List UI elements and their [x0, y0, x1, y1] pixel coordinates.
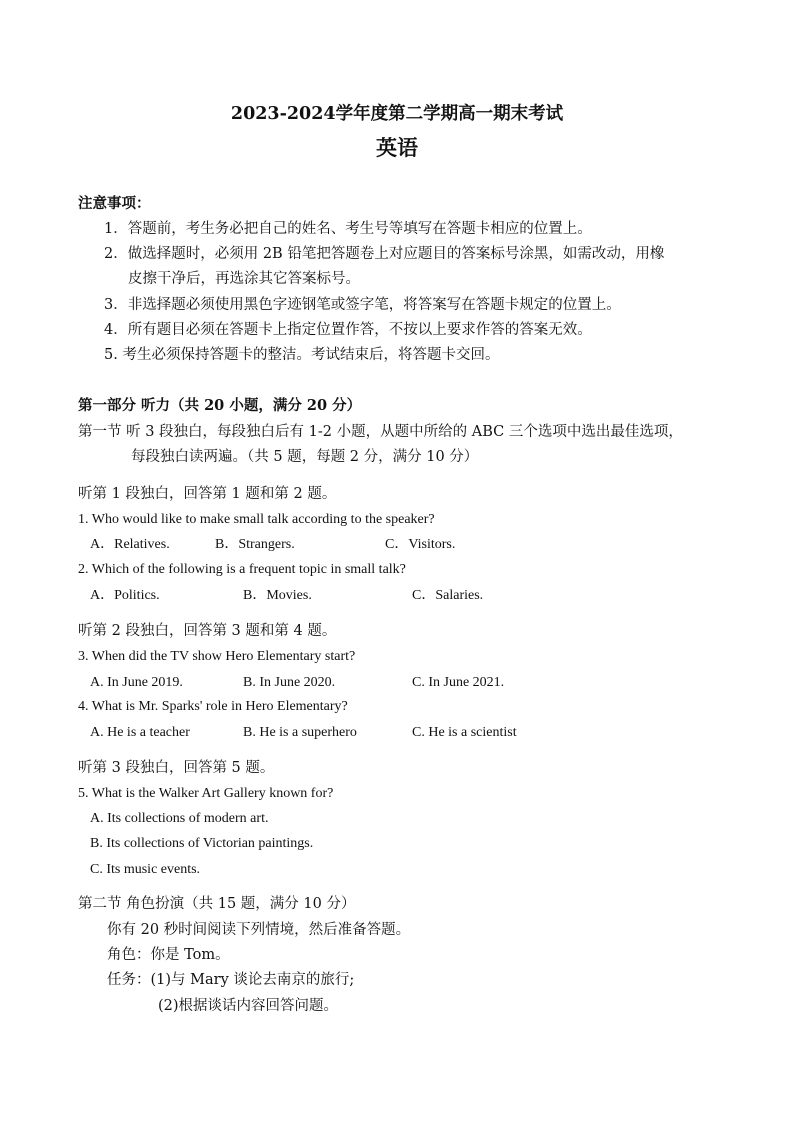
q3-option-c: C. In June 2021. — [412, 675, 505, 690]
notice-item-1: 1．答题前，考生务必把自己的姓名、考生号等填写在答题卡相应的位置上。 — [104, 221, 592, 237]
q2-option-a: A．Politics. — [90, 588, 160, 603]
q1-option-b: B．Strangers. — [215, 537, 295, 552]
q4-option-c: C. He is a scientist — [412, 725, 517, 740]
q3-option-b: B. In June 2020. — [243, 675, 336, 690]
exam-title: 2023-2024学年度第二学期高一期末考试 — [230, 104, 564, 124]
q1-stem: 1. Who would like to make small talk according to the speaker? — [78, 512, 435, 527]
section2-task2: (2)根据谈话内容回答问题。 — [158, 998, 339, 1014]
q2-option-b: B．Movies. — [243, 588, 312, 603]
section1-instruction-cont: 每段独白读两遍。（共 5 题，每题 2 分，满分 10 分） — [131, 449, 479, 465]
q1-option-a: A．Relatives. — [90, 537, 170, 552]
q5-stem: 5. What is the Walker Art Gallery known for? — [78, 786, 334, 801]
passage2-label: 听第 2 段独白，回答第 3 题和第 4 题。 — [78, 623, 337, 639]
q5-option-a: A. Its collections of modern art. — [90, 811, 269, 826]
section2-role: 角色：你是 Tom。 — [107, 947, 230, 963]
section2-heading: 第二节 角色扮演（共 15 题，满分 10 分） — [78, 896, 356, 912]
notice-item-2: 2．做选择题时，必须用 2B 铅笔把答题卷上对应题目的答案标号涂黑，如需改动，用橡 — [104, 246, 665, 262]
notice-item-4: 4．所有题目必须在答题卡上指定位置作答，不按以上要求作答的答案无效。 — [104, 322, 592, 338]
q4-option-b: B. He is a superhero — [243, 725, 357, 740]
q3-stem: 3. When did the TV show Hero Elementary start? — [78, 649, 356, 664]
notice-item-5: 5. 考生必须保持答题卡的整洁。考试结束后，将答题卡交回。 — [104, 347, 500, 363]
q5-option-c: C. Its music events. — [90, 862, 201, 877]
notice-heading: 注意事项： — [78, 195, 151, 212]
part1-heading: 第一部分 听力（共 20 小题，满分 20 分） — [78, 397, 362, 414]
section2-task1: 任务：(1)与 Mary 谈论去南京的旅行; — [107, 972, 355, 988]
q4-option-a: A. He is a teacher — [90, 725, 190, 740]
subject-title: 英语 — [376, 135, 418, 160]
q5-option-b: B. Its collections of Victorian paintings. — [90, 836, 314, 851]
section2-line1: 你有 20 秒时间阅读下列情境，然后准备答题。 — [107, 922, 411, 938]
section1-instruction: 第一节 听 3 段独白，每段独白后有 1-2 小题，从题中所给的 ABC 三个选项中选出最佳选项， — [78, 424, 683, 440]
q1-option-c: C．Visitors. — [385, 537, 456, 552]
passage3-label: 听第 3 段独白，回答第 5 题。 — [78, 760, 275, 776]
notice-item-3: 3．非选择题必须使用黑色字迹钢笔或签字笔，将答案写在答题卡规定的位置上。 — [104, 297, 621, 313]
q3-option-a: A. In June 2019. — [90, 675, 183, 690]
q4-stem: 4. What is Mr. Sparks' role in Hero Elementary? — [78, 699, 348, 714]
notice-item-2-cont: 皮擦干净后，再选涂其它答案标号。 — [128, 271, 360, 287]
q2-stem: 2. Which of the following is a frequent topic in small talk? — [78, 562, 406, 577]
q2-option-c: C．Salaries. — [412, 588, 484, 603]
passage1-label: 听第 1 段独白，回答第 1 题和第 2 题。 — [78, 486, 337, 502]
